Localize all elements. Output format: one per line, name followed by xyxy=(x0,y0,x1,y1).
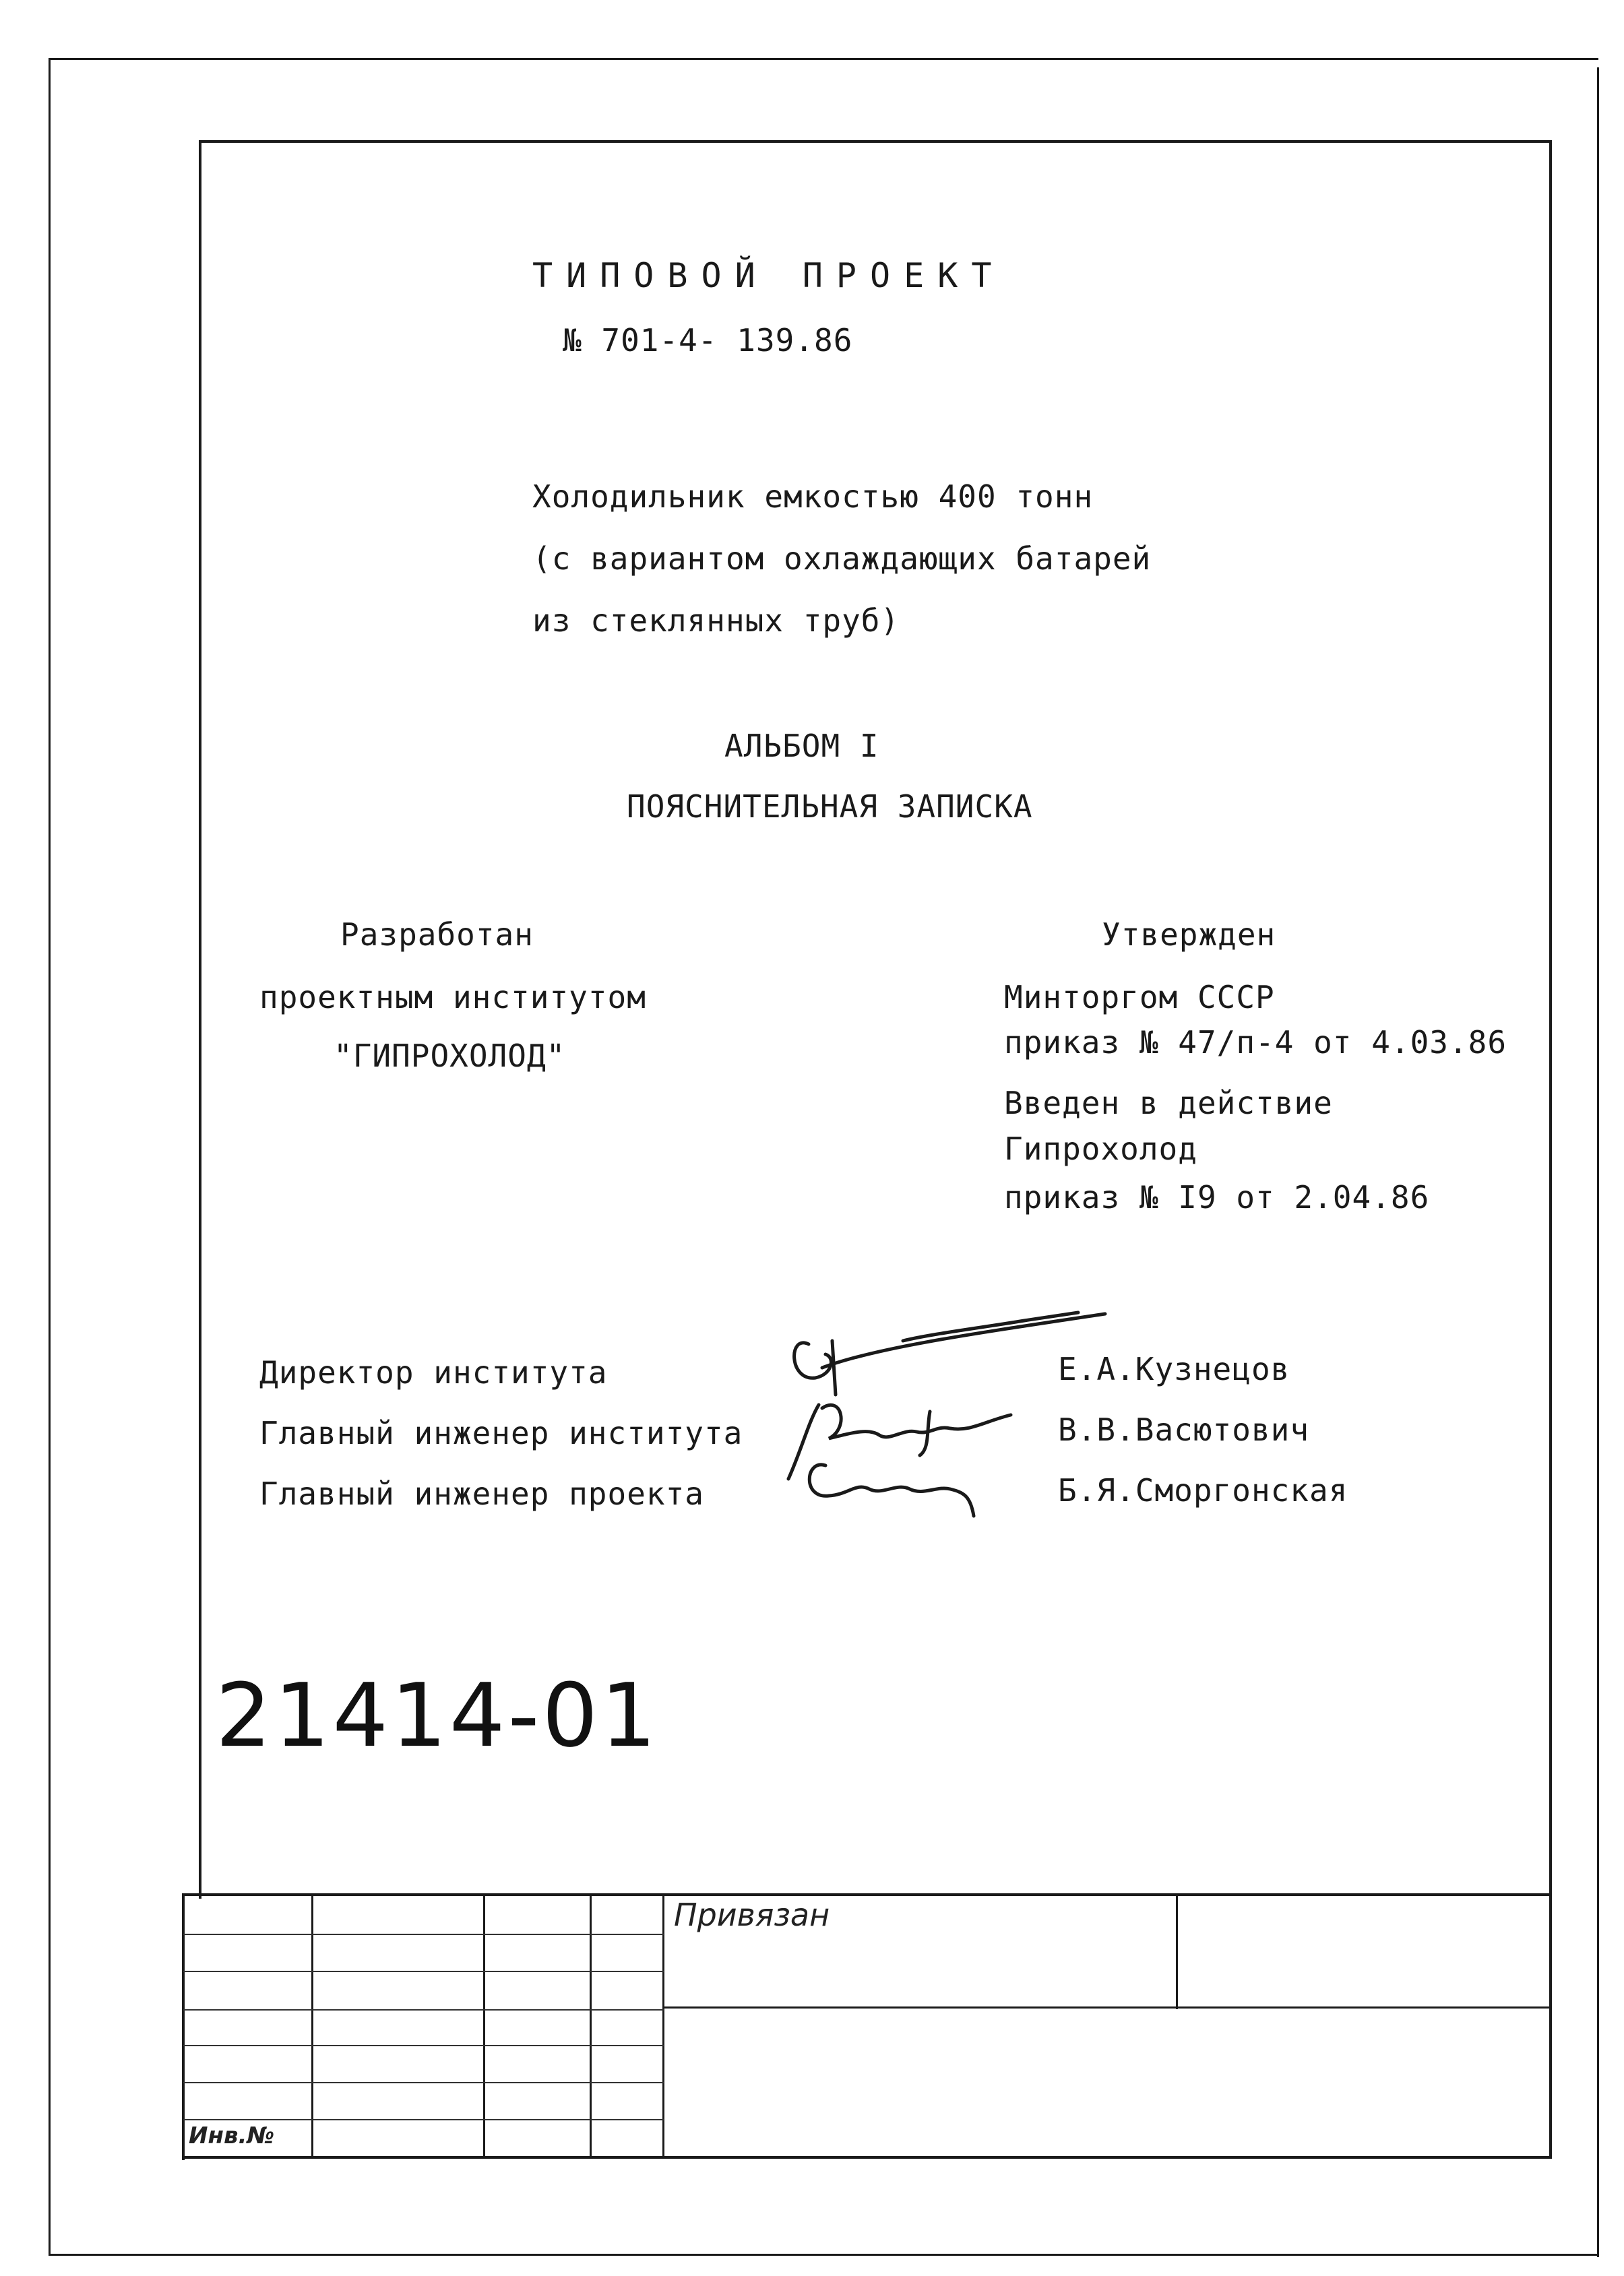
signatory-name-2: В.В.Васютович xyxy=(1058,1412,1310,1448)
inventory-code: 21414-01 xyxy=(216,1664,659,1767)
approved-line-2: приказ № 47/п-4 от 4.03.86 xyxy=(1004,1024,1507,1061)
signatory-role-1: Директор института xyxy=(259,1354,608,1391)
developed-line-2: "ГИПРОХОЛОД" xyxy=(334,1038,566,1074)
inventory-label: Инв.№ xyxy=(189,2122,275,2149)
approved-line-4: Гипрохолод xyxy=(1004,1131,1197,1167)
project-number: № 701-4- 139.86 xyxy=(563,322,853,358)
signatory-role-2: Главный инженер института xyxy=(259,1415,743,1451)
object-line-3: из стеклянных труб) xyxy=(532,602,900,639)
developed-line-1: проектным институтом xyxy=(259,979,646,1015)
approved-line-3: Введен в действие xyxy=(1004,1085,1333,1121)
album-label: АЛЬБОМ I xyxy=(724,728,879,764)
approved-heading: Утвержден xyxy=(1102,916,1276,953)
signature-icon xyxy=(768,1294,1132,1536)
approved-line-5: приказ № I9 от 2.04.86 xyxy=(1004,1179,1430,1215)
signatory-name-3: Б.Я.Сморгонская xyxy=(1058,1472,1348,1509)
approved-line-1: Минторгом СССР xyxy=(1004,979,1275,1015)
object-line-2: (с вариантом охлаждающих батарей xyxy=(532,540,1152,577)
developed-heading: Разработан xyxy=(340,916,534,953)
album-name: ПОЯСНИТЕЛЬНАЯ ЗАПИСКА xyxy=(627,788,1033,825)
document-title: ТИПОВОЙ ПРОЕКТ xyxy=(532,256,1005,295)
signatory-name-1: Е.А.Кузнецов xyxy=(1058,1351,1290,1387)
bound-label: Привязан xyxy=(674,1897,830,1933)
object-line-1: Холодильник емкостью 400 тонн xyxy=(532,478,1094,515)
signatory-role-3: Главный инженер проекта xyxy=(259,1476,704,1512)
